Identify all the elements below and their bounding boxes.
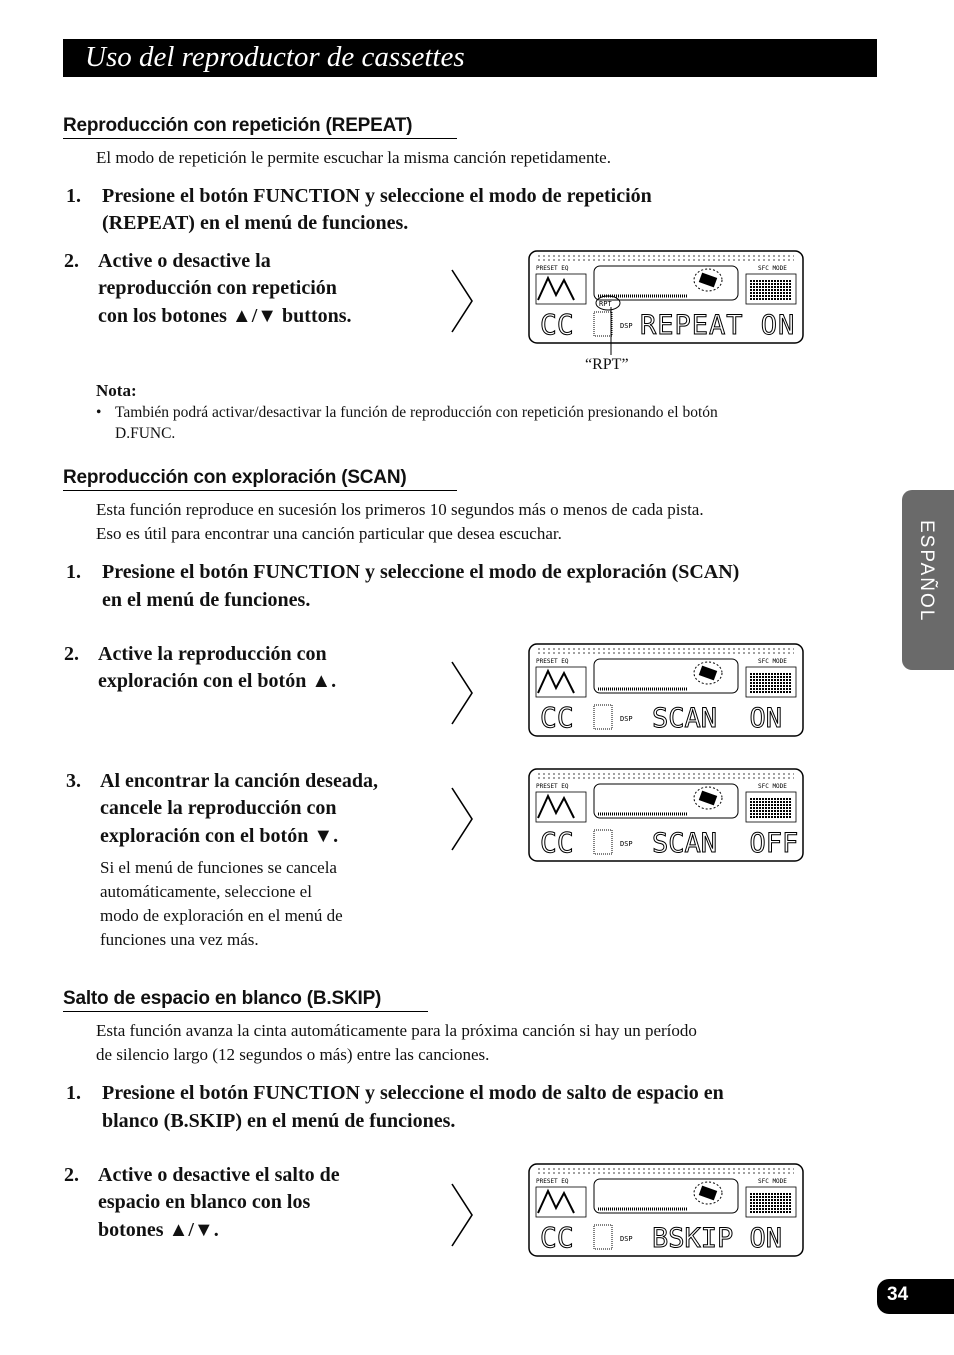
step-text: exploración con el botón ▼. <box>100 825 339 847</box>
lcd-left-text: CC <box>540 1221 574 1254</box>
lcd-display-scan-on <box>528 643 804 737</box>
scan-step-3-note: automáticamente, seleccione el <box>100 882 312 901</box>
repeat-step-2 <box>64 248 424 332</box>
scan-step-2 <box>64 641 424 697</box>
lcd-display-text: SCAN OFF <box>652 828 799 859</box>
repeat-intro: El modo de repetición le permite escuchar la misma canción repetidamente. <box>96 148 611 167</box>
step-text: (REPEAT) en el menú de funciones. <box>102 212 409 234</box>
repeat-step-1 <box>66 183 846 239</box>
bskip-step-1 <box>66 1080 856 1136</box>
step-text: exploración con el botón ▲. <box>98 670 337 692</box>
note-title: Nota: <box>96 381 137 400</box>
lcd-left-text: CC <box>540 826 574 859</box>
step-number: 2. <box>64 250 79 272</box>
scan-intro: Esta función reproduce en sucesión los primeros 10 segundos más o menos de cada pista. <box>96 500 704 519</box>
lcd-preset-label: PRESET EQ <box>536 1178 569 1185</box>
step-number: 1. <box>66 561 81 583</box>
section-heading-bskip: Salto de espacio en blanco (B.SKIP) <box>63 987 428 1012</box>
lcd-sfc-label: SFC MODE <box>758 783 787 790</box>
chevron-right-icon <box>450 1182 474 1248</box>
bskip-step-2 <box>64 1162 444 1246</box>
scan-step-3-note: funciones una vez más. <box>100 930 259 949</box>
step-number: 2. <box>64 1164 79 1186</box>
side-tab-label: ESPAÑOL <box>916 520 937 623</box>
chevron-right-icon <box>450 268 474 334</box>
step-text: Active la reproducción con <box>98 643 327 665</box>
chevron-right-icon <box>450 786 474 852</box>
rpt-caption: “RPT” <box>585 356 629 373</box>
lcd-sfc-label: SFC MODE <box>758 1178 787 1185</box>
step-text: Active o desactive el salto de <box>98 1164 340 1186</box>
step-text: cancele la reproducción con <box>100 797 337 819</box>
step-text: Presione el botón FUNCTION y seleccione el modo de salto de espacio en <box>102 1082 724 1104</box>
lcd-preset-label: PRESET EQ <box>536 265 569 272</box>
lcd-left-text: CC <box>540 701 574 734</box>
section-heading-repeat: Reproducción con repetición (REPEAT) <box>63 114 457 139</box>
lcd-display-text: REPEAT ON <box>640 310 796 341</box>
step-text: Presione el botón FUNCTION y seleccione el modo de exploración (SCAN) <box>102 561 740 583</box>
bskip-intro: Esta función avanza la cinta automáticamente para la próxima canción si hay un período <box>96 1021 697 1040</box>
lcd-rpt-badge: RPT <box>599 300 612 308</box>
callout-line <box>605 305 625 357</box>
lcd-preset-label: PRESET EQ <box>536 783 569 790</box>
lcd-dsp-label: DSP <box>620 840 633 848</box>
lcd-dsp-label: DSP <box>620 1235 633 1243</box>
page-title: Uso del reproductor de cassettes <box>85 41 465 73</box>
step-text: espacio en blanco con los <box>98 1191 311 1213</box>
lcd-display-bskip <box>528 1163 804 1257</box>
step-number: 2. <box>64 643 79 665</box>
step-number: 1. <box>66 1082 81 1104</box>
step-text: Presione el botón FUNCTION y seleccione el modo de repetición <box>102 185 652 207</box>
lcd-dsp-label: DSP <box>620 322 633 330</box>
step-text: en el menú de funciones. <box>102 589 311 611</box>
step-text: botones ▲/▼. <box>98 1219 219 1241</box>
lcd-sfc-label: SFC MODE <box>758 658 787 665</box>
bskip-intro: de silencio largo (12 segundos o más) entre las canciones. <box>96 1045 490 1064</box>
step-number: 3. <box>66 770 81 792</box>
step-text: Al encontrar la canción deseada, <box>100 770 378 792</box>
chevron-right-icon <box>450 660 474 726</box>
page-number-badge <box>877 1279 954 1314</box>
page-title-bar <box>63 39 877 77</box>
scan-intro: Eso es útil para encontrar una canción particular que desea escuchar. <box>96 524 562 543</box>
step-text: reproducción con repetición <box>98 277 337 299</box>
step-text: blanco (B.SKIP) en el menú de funciones. <box>102 1110 456 1132</box>
step-number: 1. <box>66 185 81 207</box>
scan-step-3 <box>66 768 446 852</box>
lcd-preset-label: PRESET EQ <box>536 658 569 665</box>
lcd-sfc-label: SFC MODE <box>758 265 787 272</box>
language-side-tab <box>902 490 954 670</box>
scan-step-3-note: Si el menú de funciones se cancela <box>100 858 337 877</box>
lcd-dsp-label: DSP <box>620 715 633 723</box>
section-heading-scan: Reproducción con exploración (SCAN) <box>63 466 457 491</box>
lcd-display-repeat <box>528 250 804 344</box>
lcd-display-text: SCAN ON <box>652 703 783 734</box>
note-text: D.FUNC. <box>115 425 176 442</box>
scan-step-3-note: modo de exploración en el menú de <box>100 906 343 925</box>
scan-step-1 <box>66 559 856 615</box>
step-text: con los botones ▲/▼ buttons. <box>98 305 352 327</box>
step-text: Active o desactive la <box>98 250 271 272</box>
lcd-left-text: CC <box>540 308 574 341</box>
lcd-display-scan-off <box>528 768 804 862</box>
lcd-display-text: BSKIP ON <box>652 1223 783 1254</box>
page-number: 34 <box>887 1284 909 1305</box>
note-text: También podrá activar/desactivar la función de reproducción con repetición presionando el botón <box>115 404 718 421</box>
note-bullet: • <box>96 404 102 421</box>
